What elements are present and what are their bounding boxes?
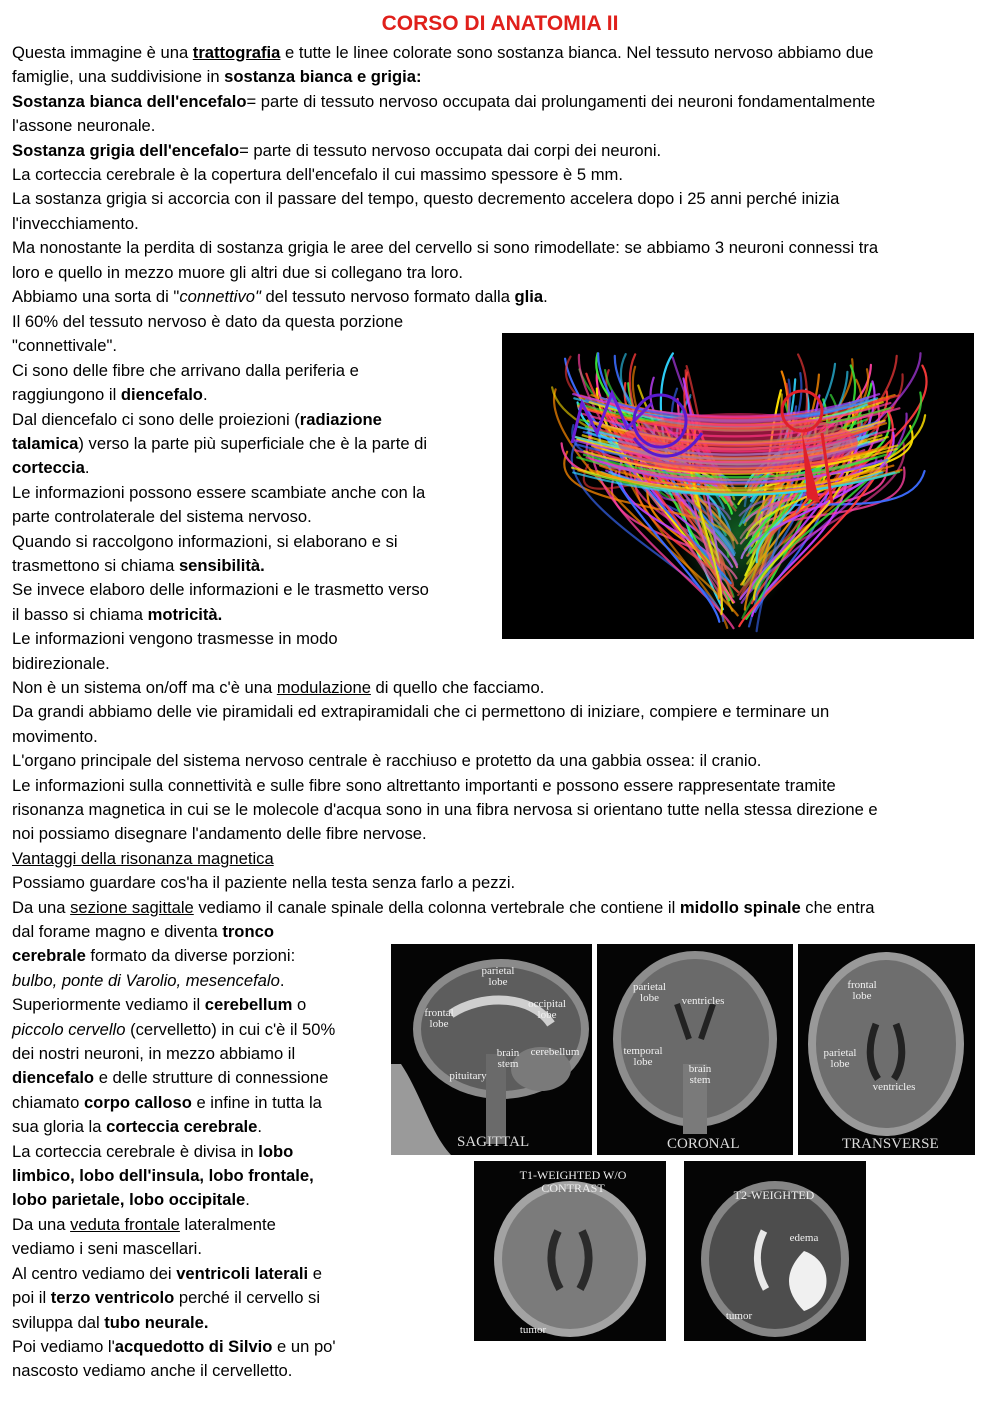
text-span: sviluppa dal xyxy=(12,1312,105,1332)
text-span: . xyxy=(84,458,90,478)
bold-term: cerebellum xyxy=(204,995,293,1015)
italic-term: bulbo, ponte di Varolio, mesencefalo xyxy=(12,970,280,990)
mri-label: tumor xyxy=(725,1310,753,1322)
text-line xyxy=(12,1213,384,1237)
bold-term: limbico, lobo dell'insula, lobo frontale, xyxy=(12,1166,314,1186)
text-span: Poi vediamo l' xyxy=(12,1336,115,1356)
text-span: Non è un sistema on/off ma c'è una xyxy=(12,678,277,697)
text-span: lateralmente xyxy=(179,1214,276,1234)
text-span: e delle strutture di connessione xyxy=(94,1068,329,1088)
text-line: L'organo principale del sistema nervoso centrale è racchiuso e protetto da una gabbia ossea: il cranio. xyxy=(12,751,762,771)
text-line xyxy=(12,285,987,309)
mri-caption: TRANSVERSE xyxy=(842,1136,939,1152)
text-span: o xyxy=(292,995,307,1015)
text-span: Al centro vediamo dei xyxy=(12,1263,177,1283)
text-line: Le informazioni vengono trasmesse in modo xyxy=(12,629,338,649)
text-line: Se invece elaboro delle informazioni e le trasmetto verso xyxy=(12,580,429,600)
middle-paragraphs xyxy=(12,676,987,920)
text-line xyxy=(12,676,987,700)
text-line: Quando si raccolgono informazioni, si elaborano e si xyxy=(12,531,398,551)
mri-label: ventricles xyxy=(872,1081,916,1093)
text-line: l'invecchiamento. xyxy=(12,213,139,233)
text-span: famiglie, una suddivisione in xyxy=(12,67,225,87)
bold-term: radiazione xyxy=(299,409,382,429)
bold-term: Sostanza bianca dell'encefalo xyxy=(12,91,247,111)
text-line: Ma nonostante la perdita di sostanza grigia le aree del cervello si sono rimodellate: se abbiamo 3 neuroni connessi tra xyxy=(12,238,879,258)
text-span: = parte di tessuto nervoso occupata dai corpi dei neuroni. xyxy=(239,140,662,160)
bold-term: lobo parietale, lobo occipitale xyxy=(12,1190,246,1210)
text-span: e xyxy=(308,1263,322,1283)
term-trattografia: trattografia xyxy=(192,43,281,62)
text-line: Da grandi abbiamo delle vie piramidali ed extrapiramidali che ci permettono di iniziare, compiere e terminare un xyxy=(12,702,830,722)
bold-term: glia xyxy=(514,287,544,307)
text-span: e tutte le linee colorate sono sostanza bianca. Nel tessuto nervoso abbiamo due xyxy=(280,43,874,62)
mri-label: parietal lobe xyxy=(481,965,515,988)
text-span: Superiormente vediamo il xyxy=(12,995,205,1015)
italic-term: piccolo cervello xyxy=(12,1019,126,1039)
mri-label: frontal lobe xyxy=(847,979,877,1002)
mri-label: parietal lobe xyxy=(823,1047,857,1070)
text-span: poi il xyxy=(12,1288,51,1308)
text-span: e infine in tutta la xyxy=(191,1092,322,1112)
text-line xyxy=(12,1066,384,1090)
text-span: Da una xyxy=(12,1214,71,1234)
text-line xyxy=(12,896,987,920)
mri-label: ventricles xyxy=(681,995,725,1007)
text-line xyxy=(12,1115,384,1139)
text-line xyxy=(12,65,987,89)
tractography-illustration xyxy=(502,333,974,639)
bold-term: diencefalo xyxy=(120,385,203,405)
mri-t1-image xyxy=(474,1161,666,1341)
bold-term: Sostanza grigia dell'encefalo xyxy=(12,140,240,160)
page-title: CORSO DI ANATOMIA II xyxy=(381,12,619,35)
term-sezione-sagittale: sezione sagittale xyxy=(70,897,194,917)
text-line xyxy=(12,1140,384,1164)
bold-term: tronco xyxy=(222,922,274,941)
text-line: bidirezionale. xyxy=(12,653,110,673)
mri-t2-image xyxy=(684,1161,866,1341)
mri-label: brain stem xyxy=(688,1063,712,1086)
italic-term: connettivo" xyxy=(179,287,261,307)
text-span: = parte di tessuto nervoso occupata dai prolungamenti dei neuroni fondamentalmente xyxy=(246,91,876,111)
section-heading-underlined: Vantaggi della risonanza magnetica xyxy=(12,848,274,868)
mri-label: temporal lobe xyxy=(623,1045,663,1068)
bold-term: corpo calloso xyxy=(83,1092,192,1112)
text-span: dal forame magno e diventa xyxy=(12,922,223,941)
text-span: . xyxy=(543,287,548,307)
mri-label: cerebellum xyxy=(530,1046,580,1058)
text-span: (cervelletto) in cui c'è il 50% xyxy=(125,1019,336,1039)
text-line xyxy=(12,90,987,114)
term-modulazione: modulazione xyxy=(276,678,371,697)
bold-term: acquedotto di Silvio xyxy=(114,1336,273,1356)
text-span: . xyxy=(257,1117,263,1137)
text-line xyxy=(12,456,492,480)
text-line: Le informazioni sulla connettività e sulle fibre sono altrettanto importanti e possono essere rappresentate tramite xyxy=(12,775,836,795)
text-line xyxy=(12,944,384,968)
mri-label: parietal lobe xyxy=(633,981,666,1004)
text-line: parte controlaterale del sistema nervoso. xyxy=(12,507,312,527)
text-line: nascosto vediamo anche il cervelletto. xyxy=(12,1361,293,1381)
bold-term: diencefalo xyxy=(12,1068,95,1088)
term-veduta-frontale: veduta frontale xyxy=(70,1214,180,1234)
text-span: chiamato xyxy=(12,1092,84,1112)
text-span: e un po' xyxy=(272,1336,336,1356)
text-line: vediamo i seni mascellari. xyxy=(12,1239,202,1259)
text-line xyxy=(12,1164,384,1188)
text-span: . xyxy=(279,970,285,990)
text-span: il basso si chiama xyxy=(12,604,148,624)
text-line xyxy=(12,1091,384,1115)
text-line xyxy=(12,383,492,407)
text-line xyxy=(12,847,987,871)
column-tractography-text xyxy=(12,310,492,676)
text-line xyxy=(12,1335,384,1359)
text-line: Le informazioni possono essere scambiate anche con la xyxy=(12,482,426,502)
text-span: Questa immagine è una xyxy=(12,43,193,62)
text-span: di quello che facciamo. xyxy=(370,678,545,697)
bold-term: motricità. xyxy=(147,604,223,624)
text-span: del tessuto nervoso formato dalla xyxy=(260,287,515,307)
bold-term: midollo spinale xyxy=(679,897,801,917)
text-line: Possiamo guardare cos'ha il paziente nella testa senza farlo a pezzi. xyxy=(12,873,516,893)
text-line xyxy=(12,1188,384,1212)
bold-term: terzo ventricolo xyxy=(50,1288,175,1308)
text-line xyxy=(12,1262,384,1286)
mri-transverse-image xyxy=(798,944,975,1155)
text-line: dei nostri neuroni, in mezzo abbiamo il xyxy=(12,1044,296,1064)
text-line xyxy=(12,969,384,993)
text-span: che entra xyxy=(800,897,875,917)
mri-label: edema xyxy=(789,1232,819,1244)
text-line: Il 60% del tessuto nervoso è dato da questa porzione xyxy=(12,312,404,331)
mri-label: brain stem xyxy=(496,1047,520,1070)
text-span: raggiungono il xyxy=(12,385,121,405)
text-span: . xyxy=(245,1190,250,1210)
mri-label: frontal lobe xyxy=(424,1007,454,1030)
text-span: ) verso la parte più superficiale che è la parte di xyxy=(78,434,428,454)
mri-label: pituitary xyxy=(449,1070,487,1082)
text-line xyxy=(12,920,384,944)
text-line: La corteccia cerebrale è la copertura dell'encefalo il cui massimo spessore è 5 mm. xyxy=(12,165,623,185)
text-line xyxy=(12,993,384,1017)
text-line: movimento. xyxy=(12,726,98,746)
text-line: "connettivale". xyxy=(12,336,117,356)
text-span: . xyxy=(202,385,208,405)
text-line xyxy=(12,603,492,627)
text-line xyxy=(12,1018,384,1042)
mri-label: occipital lobe xyxy=(528,998,566,1021)
mri-label: tumor xyxy=(519,1324,547,1336)
mri-heading: T1-WEIGHTED W/O CONTRAST xyxy=(519,1168,627,1195)
text-line: l'assone neuronale. xyxy=(12,116,156,136)
bold-term: corteccia cerebrale xyxy=(106,1117,258,1137)
text-line xyxy=(12,1286,384,1310)
tractography-image xyxy=(502,333,974,639)
text-span: vediamo il canale spinale della colonna vertebrale che contiene il xyxy=(193,897,680,917)
mri-caption: CORONAL xyxy=(667,1136,740,1152)
bold-term: sostanza bianca e grigia: xyxy=(224,67,422,87)
bold-term: cerebrale xyxy=(12,946,86,966)
text-span: trasmettono si chiama xyxy=(12,556,179,576)
mri-sagittal-image xyxy=(391,944,592,1155)
column-mri-text xyxy=(12,920,384,1384)
text-span: formato da diverse porzioni: xyxy=(85,946,296,966)
text-span: Abbiamo una sorta di " xyxy=(12,287,180,307)
mri-heading: T2-WEIGHTED xyxy=(733,1188,815,1202)
text-span: Dal diencefalo ci sono delle proiezioni ( xyxy=(12,409,300,429)
bold-term: sensibilità. xyxy=(178,556,265,576)
text-line xyxy=(12,41,987,65)
mri-coronal-image xyxy=(597,944,793,1155)
bold-term: tubo neurale. xyxy=(104,1312,209,1332)
text-line: noi possiamo disegnare l'andamento delle fibre nervose. xyxy=(12,824,427,844)
intro-paragraphs xyxy=(12,41,987,309)
text-line xyxy=(12,139,987,163)
text-line: Ci sono delle fibre che arrivano dalla periferia e xyxy=(12,360,359,380)
text-span: La corteccia cerebrale è divisa in xyxy=(12,1141,259,1161)
text-span: sua gloria la xyxy=(12,1117,107,1137)
bold-term: corteccia xyxy=(12,458,85,478)
text-span: perché il cervello si xyxy=(174,1288,321,1308)
text-line: risonanza magnetica in cui se le molecole d'acqua sono in una fibra nervosa si orientano tutte nella stessa direzione e xyxy=(12,800,878,820)
text-line: loro e quello in mezzo muore gli altri due si collegano tra loro. xyxy=(12,262,464,282)
text-line xyxy=(12,1311,384,1335)
text-line xyxy=(12,432,492,456)
text-line: La sostanza grigia si accorcia con il passare del tempo, questo decremento accelera dopo i 25 anni perché inizia xyxy=(12,189,840,209)
text-span: Da una xyxy=(12,897,71,917)
bold-term: talamica xyxy=(12,434,79,454)
bold-term: lobo xyxy=(258,1141,294,1161)
bold-term: ventricoli laterali xyxy=(176,1263,309,1283)
text-line xyxy=(12,408,492,432)
text-line xyxy=(12,554,492,578)
mri-caption: SAGITTAL xyxy=(457,1134,530,1150)
